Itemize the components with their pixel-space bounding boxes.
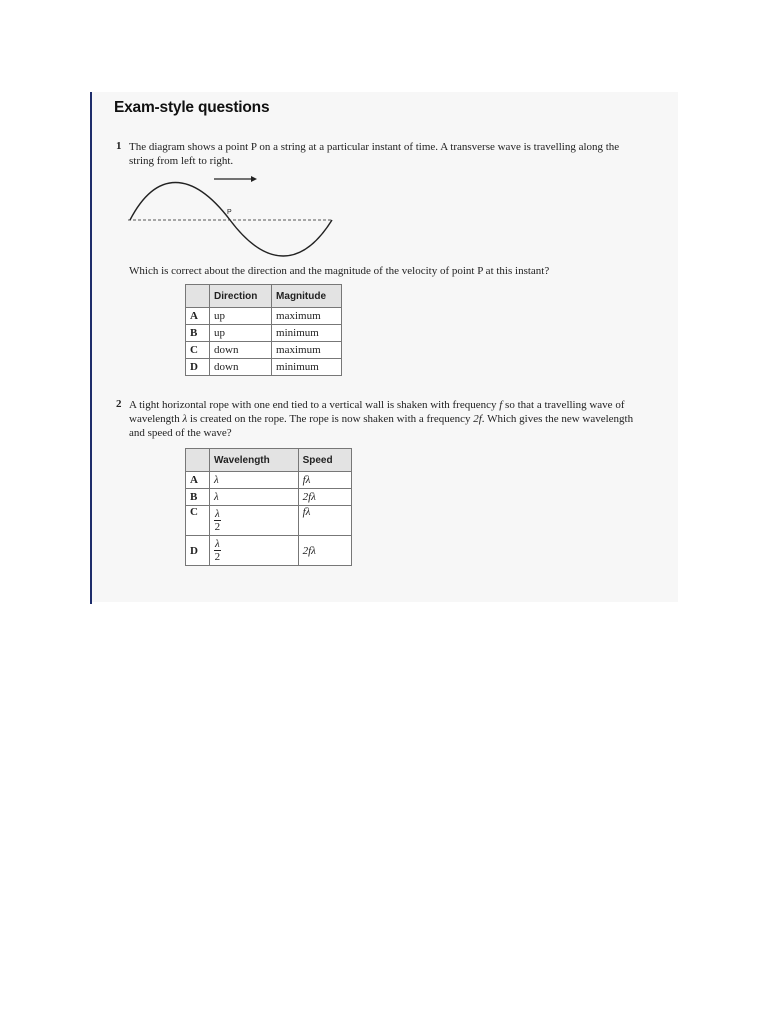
option-letter: A — [186, 472, 210, 489]
option-letter: D — [186, 536, 210, 566]
table-header-row — [186, 449, 352, 472]
question-2-wavelength-symbol: λ — [182, 413, 188, 425]
table-row — [186, 506, 352, 536]
question-2-number: 2 — [116, 398, 122, 410]
question-2-text-part: is created on the rope. The rope is now shaken with a frequency — [187, 413, 474, 425]
direction-cell: up — [210, 308, 272, 325]
direction-cell: down — [210, 359, 272, 376]
wavelength-cell: λ — [210, 472, 299, 489]
wavelength-fraction — [214, 508, 221, 533]
question-2-text-part: so that a travelling wave of — [502, 399, 625, 411]
option-letter: C — [186, 342, 210, 359]
fraction-numerator: λ — [215, 508, 220, 520]
table-header-speed: Speed — [298, 449, 351, 472]
option-letter: C — [186, 506, 210, 536]
fraction-denominator: 2 — [214, 551, 221, 563]
question-2-frequency-symbol: f — [499, 399, 503, 411]
wavelength-cell — [210, 536, 299, 566]
table-row — [186, 325, 342, 342]
wave-curve — [130, 183, 332, 257]
table-row — [186, 342, 342, 359]
question-1-prompt: Which is correct about the direction and the magnitude of the velocity of point P at this instant? — [129, 265, 550, 277]
question-2-answer-table — [185, 448, 352, 566]
fraction-denominator: 2 — [214, 521, 221, 533]
magnitude-cell: maximum — [272, 342, 342, 359]
magnitude-cell: maximum — [272, 308, 342, 325]
question-2-text-part: wavelength — [129, 413, 183, 425]
section-heading: Exam-style questions — [114, 99, 270, 116]
table-row — [186, 359, 342, 376]
table-header-wavelength: Wavelength — [210, 449, 299, 472]
wave-diagram — [126, 172, 336, 262]
question-2-text-part: . Which gives the new wavelength — [481, 413, 634, 425]
table-header-row — [186, 285, 342, 308]
direction-arrow-head — [251, 176, 257, 182]
table-row — [186, 472, 352, 489]
magnitude-cell: minimum — [272, 325, 342, 342]
question-2-text-part: A tight horizontal rope with one end tied to a vertical wall is shaken with frequency — [129, 399, 500, 411]
question-1-text — [129, 140, 649, 168]
question-1-number: 1 — [116, 140, 122, 152]
question-1-answer-table — [185, 284, 342, 376]
table-row — [186, 308, 342, 325]
option-letter: A — [186, 308, 210, 325]
fraction-numerator: λ — [215, 538, 220, 550]
table-row — [186, 536, 352, 566]
point-p-label: P — [227, 209, 232, 216]
question-1-line-1: The diagram shows a point P on a string at a particular instant of time. A transverse wave is travelling along the — [129, 141, 620, 153]
question-2-text — [129, 398, 649, 440]
question-2-text-part: and speed of the wave? — [129, 427, 232, 439]
option-letter: B — [186, 489, 210, 506]
wavelength-fraction — [214, 538, 221, 563]
document-page — [92, 92, 678, 602]
wavelength-cell: λ — [210, 489, 299, 506]
speed-cell: fλ — [298, 472, 351, 489]
direction-cell: up — [210, 325, 272, 342]
speed-cell: 2fλ — [298, 489, 351, 506]
magnitude-cell: minimum — [272, 359, 342, 376]
table-row — [186, 489, 352, 506]
table-header-magnitude: Magnitude — [272, 285, 342, 308]
option-letter: D — [186, 359, 210, 376]
direction-cell: down — [210, 342, 272, 359]
table-header-corner — [186, 285, 210, 308]
table-header-corner — [186, 449, 210, 472]
page-margin-rule — [90, 92, 92, 604]
speed-cell: 2fλ — [298, 536, 351, 566]
speed-cell: fλ — [298, 506, 351, 536]
question-1-line-2: string from left to right. — [129, 155, 234, 167]
table-header-direction: Direction — [210, 285, 272, 308]
wavelength-cell — [210, 506, 299, 536]
question-2-new-frequency: 2f — [473, 413, 482, 425]
option-letter: B — [186, 325, 210, 342]
